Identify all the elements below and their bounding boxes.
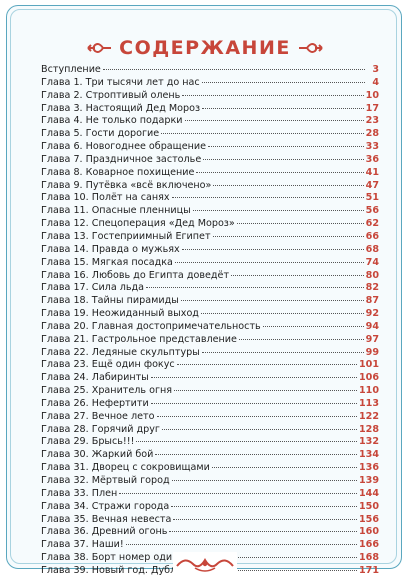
dot-leader xyxy=(172,480,357,481)
toc-entry-page: 171 xyxy=(358,564,379,576)
toc-entry-page: 51 xyxy=(365,192,379,204)
page-title: СОДЕРЖАНИЕ xyxy=(119,37,291,59)
toc-entry-label: Глава 30. Жаркий бой xyxy=(41,449,154,461)
dot-leader xyxy=(173,519,357,520)
dot-leader xyxy=(171,506,357,507)
dot-leader xyxy=(196,172,363,173)
toc-entry[interactable] xyxy=(41,501,379,514)
toc-entry-label: Глава 11. Опасные пленницы xyxy=(41,205,191,217)
dot-leader xyxy=(202,352,364,353)
toc-entry[interactable] xyxy=(41,475,379,488)
dot-leader xyxy=(162,429,357,430)
toc-entry[interactable] xyxy=(41,231,379,244)
toc-entry-page: 160 xyxy=(358,526,379,538)
dot-leader xyxy=(146,287,364,288)
dot-leader xyxy=(193,210,364,211)
right-ornament-icon xyxy=(297,39,325,57)
toc-entry-label: Глава 38. Борт номер один xyxy=(41,552,179,564)
toc-entry-page: 47 xyxy=(365,179,379,191)
toc-entry-label: Глава 25. Хранитель огня xyxy=(41,385,173,397)
toc-entry-label: Вступление xyxy=(41,64,101,75)
toc-entry-page: 99 xyxy=(365,346,379,358)
toc-entry-label: Глава 35. Вечная невеста xyxy=(41,513,172,525)
toc-entry-page: 168 xyxy=(358,552,379,564)
bottom-ornament-icon xyxy=(173,552,237,574)
toc-entry-page: 82 xyxy=(365,282,379,294)
toc-entry-page: 166 xyxy=(358,539,379,551)
toc-entry[interactable] xyxy=(41,115,379,128)
toc-entry-page: 134 xyxy=(358,449,379,461)
toc-entry-page: 28 xyxy=(365,128,379,140)
dot-leader xyxy=(161,133,363,134)
toc-entry-label: Глава 33. Плен xyxy=(41,487,118,499)
dot-leader xyxy=(174,390,357,391)
toc-entry-label: Глава 6. Новогоднее обращение xyxy=(41,141,207,153)
toc-entry-label: Глава 36. Древний огонь xyxy=(41,526,168,538)
toc-header xyxy=(0,36,410,60)
toc-entry-label: Глава 3. Настоящий Дед Мороз xyxy=(41,102,201,114)
dot-leader xyxy=(126,544,357,545)
dot-leader xyxy=(182,249,364,250)
toc-entry-label: Глава 21. Гастрольное представление xyxy=(41,333,237,345)
toc-entry[interactable] xyxy=(41,64,379,77)
dot-leader xyxy=(185,120,364,121)
dot-leader xyxy=(182,95,363,96)
toc-entry-label: Глава 19. Неожиданный выход xyxy=(41,308,199,320)
toc-entry-label: Глава 20. Главная достопримечательность xyxy=(41,320,261,332)
toc-entry-label: Глава 32. Мёртвый город xyxy=(41,475,170,486)
left-ornament-icon xyxy=(85,39,113,57)
toc-entry-label: Глава 5. Гости дорогие xyxy=(41,128,160,140)
toc-entry-label: Глава 7. Праздничное застолье xyxy=(41,153,202,165)
dot-leader xyxy=(208,146,364,147)
toc-entry[interactable] xyxy=(41,308,379,321)
dot-leader xyxy=(136,441,357,442)
toc-entry-page: 94 xyxy=(365,320,379,332)
toc-entry-label: Глава 27. Вечное лето xyxy=(41,410,155,422)
toc-entry[interactable] xyxy=(41,257,379,270)
toc-entry[interactable] xyxy=(41,462,379,475)
toc-entry-page: 92 xyxy=(365,308,379,320)
toc-entry-page: 3 xyxy=(372,64,379,75)
toc-entry-label: Глава 17. Сила льда xyxy=(41,282,145,294)
toc-entry-label: Глава 37. Наши! xyxy=(41,539,124,551)
toc-entry[interactable] xyxy=(41,514,379,527)
toc-entry-label: Глава 23. Ещё один фокус xyxy=(41,359,175,371)
toc-entry[interactable] xyxy=(41,167,379,180)
toc-entry-label: Глава 10. Полёт на санях xyxy=(41,192,170,204)
toc-entry[interactable] xyxy=(41,180,379,193)
toc-entry-page: 106 xyxy=(358,372,379,384)
toc-entry-label: Глава 26. Нефертити xyxy=(41,397,149,409)
toc-entry[interactable] xyxy=(41,154,379,167)
toc-entry-page: 128 xyxy=(358,423,379,435)
toc-entry-label: Глава 34. Стражи города xyxy=(41,500,170,512)
toc-entry-page: 150 xyxy=(358,500,379,512)
toc-entry[interactable] xyxy=(41,128,379,141)
dot-leader xyxy=(119,493,357,494)
toc-entry-label: Глава 29. Брысь!!! xyxy=(41,436,135,448)
toc-entry-page: 56 xyxy=(365,205,379,217)
dot-leader xyxy=(169,531,357,532)
table-of-contents xyxy=(41,64,379,578)
toc-entry-page: 110 xyxy=(358,385,379,397)
toc-entry-label: Глава 14. Правда о мужьях xyxy=(41,243,180,255)
toc-entry[interactable] xyxy=(41,359,379,372)
toc-entry[interactable] xyxy=(41,141,379,154)
toc-entry[interactable] xyxy=(41,270,379,283)
dot-leader xyxy=(103,69,365,70)
dot-leader xyxy=(213,236,364,237)
toc-entry-label: Глава 28. Горячий друг xyxy=(41,423,160,435)
toc-entry[interactable] xyxy=(41,282,379,295)
toc-entry[interactable] xyxy=(41,436,379,449)
toc-entry-page: 4 xyxy=(372,76,379,88)
toc-entry-page: 10 xyxy=(365,89,379,101)
toc-entry-label: Глава 1. Три тысячи лет до нас xyxy=(41,76,200,88)
toc-entry[interactable] xyxy=(41,347,379,360)
toc-entry[interactable] xyxy=(41,526,379,539)
toc-entry[interactable] xyxy=(41,449,379,462)
toc-entry[interactable] xyxy=(41,539,379,552)
toc-entry-page: 80 xyxy=(365,269,379,281)
dot-leader xyxy=(239,339,364,340)
toc-entry[interactable] xyxy=(41,103,379,116)
toc-entry-label: Глава 2. Строптивый олень xyxy=(41,89,181,101)
toc-entry-page: 97 xyxy=(365,333,379,345)
toc-entry-page: 74 xyxy=(365,256,379,268)
toc-entry-page: 68 xyxy=(365,243,379,255)
toc-entry-label: Глава 18. Тайны пирамиды xyxy=(41,295,179,307)
toc-entry[interactable] xyxy=(41,295,379,308)
dot-leader xyxy=(203,159,363,160)
toc-entry-page: 113 xyxy=(358,397,379,409)
dot-leader xyxy=(237,223,364,224)
toc-entry[interactable] xyxy=(41,244,379,257)
toc-entry[interactable] xyxy=(41,424,379,437)
toc-entry[interactable] xyxy=(41,372,379,385)
dot-leader xyxy=(201,313,364,314)
dot-leader xyxy=(157,416,357,417)
toc-entry-label: Глава 12. Спецоперация «Дед Мороз» xyxy=(41,218,235,230)
toc-entry-page: 41 xyxy=(365,166,379,178)
dot-leader xyxy=(181,300,364,301)
toc-entry[interactable] xyxy=(41,334,379,347)
toc-entry-page: 139 xyxy=(358,475,379,486)
toc-entry-page: 122 xyxy=(358,410,379,422)
toc-entry[interactable] xyxy=(41,192,379,205)
dot-leader xyxy=(231,275,364,276)
toc-entry-page: 23 xyxy=(365,115,379,127)
toc-entry-label: Глава 22. Ледяные скульптуры xyxy=(41,346,200,358)
toc-entry[interactable] xyxy=(41,218,379,231)
toc-entry-page: 156 xyxy=(358,513,379,525)
toc-entry-label: Глава 39. Новый год. Дубль 2 xyxy=(41,564,192,576)
dot-leader xyxy=(151,403,357,404)
toc-entry[interactable] xyxy=(41,90,379,103)
toc-entry-label: Глава 13. Гостеприимный Египет xyxy=(41,230,211,242)
toc-entry-label: Глава 31. Дворец с сокровищами xyxy=(41,462,210,474)
toc-entry[interactable] xyxy=(41,398,379,411)
toc-entry-page: 62 xyxy=(365,218,379,230)
toc-entry[interactable] xyxy=(41,411,379,424)
toc-entry-label: Глава 16. Любовь до Египта доведёт xyxy=(41,269,230,281)
toc-entry-page: 101 xyxy=(358,359,379,371)
toc-entry-page: 144 xyxy=(358,487,379,499)
toc-entry-page: 17 xyxy=(365,102,379,114)
dot-leader xyxy=(172,197,364,198)
toc-entry-label: Глава 4. Не только подарки xyxy=(41,115,183,127)
dot-leader xyxy=(177,364,357,365)
dot-leader xyxy=(175,262,364,263)
dot-leader xyxy=(212,467,357,468)
dot-leader xyxy=(263,326,364,327)
toc-entry-page: 66 xyxy=(365,230,379,242)
toc-entry-label: Глава 24. Лабиринты xyxy=(41,372,149,384)
toc-entry-page: 36 xyxy=(365,153,379,165)
toc-entry-label: Глава 15. Мягкая посадка xyxy=(41,256,173,268)
dot-leader xyxy=(213,185,363,186)
toc-entry[interactable] xyxy=(41,205,379,218)
toc-entry-page: 33 xyxy=(365,141,379,153)
toc-entry[interactable] xyxy=(41,488,379,501)
toc-entry-label: Глава 9. Путёвка «всё включено» xyxy=(41,179,212,191)
toc-entry[interactable] xyxy=(41,77,379,90)
dot-leader xyxy=(155,454,357,455)
dot-leader xyxy=(202,108,364,109)
toc-entry[interactable] xyxy=(41,321,379,334)
toc-entry[interactable] xyxy=(41,385,379,398)
toc-entry-page: 87 xyxy=(365,295,379,307)
dot-leader xyxy=(202,82,365,83)
toc-entry-page: 132 xyxy=(358,436,379,448)
toc-entry-label: Глава 8. Коварное похищение xyxy=(41,166,195,178)
dot-leader xyxy=(151,377,357,378)
toc-entry-page: 136 xyxy=(358,462,379,474)
